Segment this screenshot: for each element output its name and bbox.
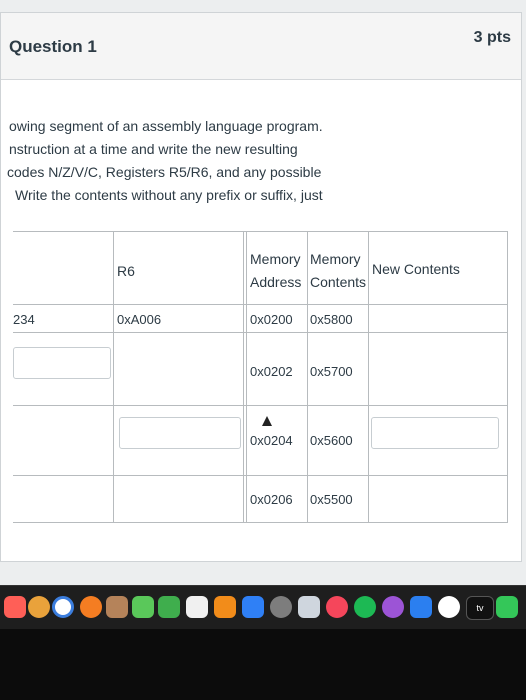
instruction-line-2: nstruction at a time and write the new resulting [9,141,298,157]
appstore-icon[interactable] [242,596,264,618]
mouse-pointer [262,416,272,426]
facetime-icon[interactable] [496,596,518,618]
row2-address: 0x0202 [250,364,293,379]
instruction-line-3: codes N/Z/V/C, Registers R5/R6, and any possible [7,164,322,180]
row3-r6-input[interactable] [119,417,241,449]
launchpad-icon[interactable] [106,596,128,618]
textedit-icon[interactable] [186,596,208,618]
messages-icon[interactable] [132,596,154,618]
instruction-line-1: owing segment of an assembly language program. [9,118,323,134]
row1-first-cell: 234 [13,312,35,327]
question-title: Question 1 [9,37,97,56]
header-memory-contents-line2: Contents [310,274,367,290]
finder-icon[interactable] [4,596,26,618]
row3-address: 0x0204 [250,433,293,448]
header-r6: R6 [117,263,135,279]
photos-icon[interactable] [28,596,50,618]
instruction-line-4: Write the contents without any prefix or suffix, just [15,187,323,203]
assembly-table [13,231,508,523]
monitor-bezel [0,629,526,700]
header-memory-contents-line1: Memory [310,251,361,267]
appletv-icon[interactable] [466,596,494,620]
row2-first-input[interactable] [13,347,111,379]
row1-address: 0x0200 [250,312,293,327]
books-icon[interactable] [214,596,236,618]
preview-icon[interactable] [298,596,320,618]
question-points: 3 pts [473,29,511,46]
row3-contents: 0x5600 [310,433,353,448]
mac-dock [0,585,526,630]
podcasts-icon[interactable] [382,596,404,618]
row1-r6: 0xA006 [117,312,162,327]
row3-new-contents-input[interactable] [371,417,499,449]
header-memory-address-line1: Memory [250,251,301,267]
firefox-icon[interactable] [80,596,102,618]
row4-contents: 0x5500 [310,492,353,507]
news-icon[interactable] [326,596,348,618]
header-memory-address-line2: Address [250,274,302,290]
question-instructions [1,115,501,207]
spotify-icon[interactable] [354,596,376,618]
question-card [0,12,522,562]
header-new-contents: New Contents [372,261,460,277]
row1-contents: 0x5800 [310,312,353,327]
row2-contents: 0x5700 [310,364,353,379]
settings-icon[interactable] [270,596,292,618]
row4-address: 0x0206 [250,492,293,507]
gear-icon[interactable] [438,596,460,618]
question-header [1,13,521,80]
chrome-icon[interactable] [52,596,74,618]
appletv-label: tv [476,603,484,613]
numbers-icon[interactable] [158,596,180,618]
keynote-icon[interactable] [410,596,432,618]
